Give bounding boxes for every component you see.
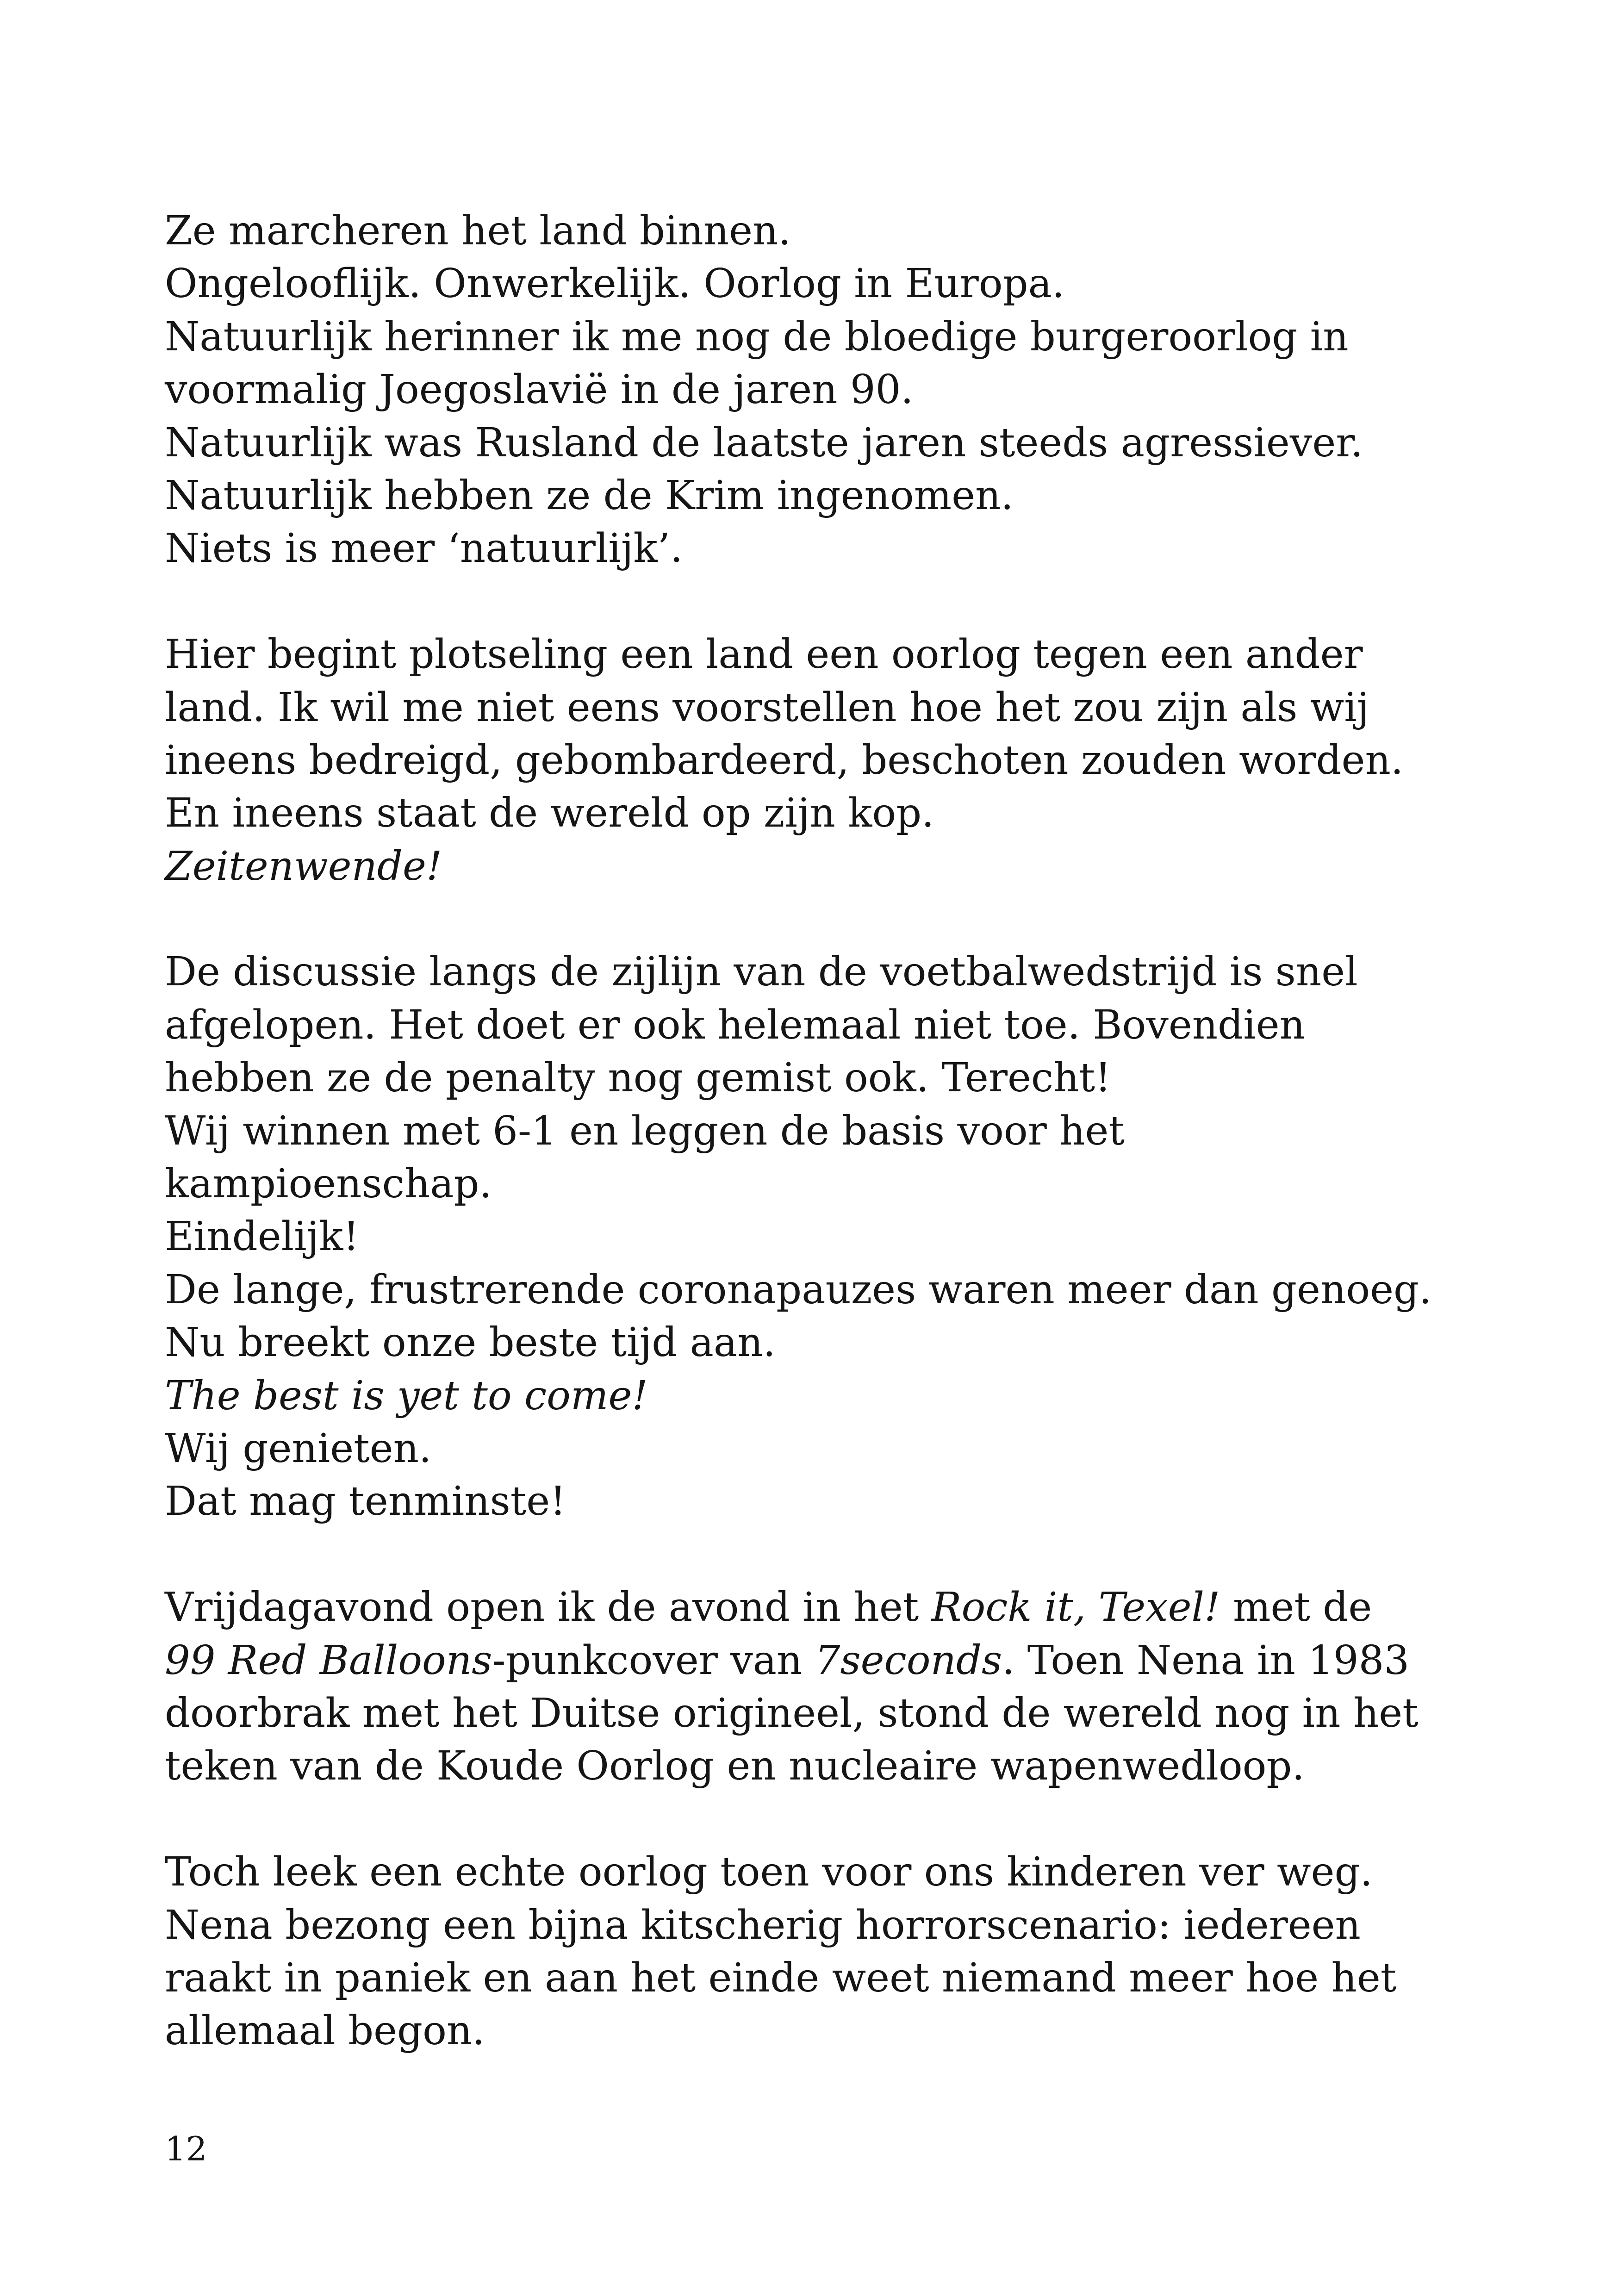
text-line: teken van de Koude Oorlog en nucleaire wapenwedloop. (165, 1743, 1305, 1790)
text-line: land. Ik wil me niet eens voorstellen hoe het zou zijn als wij (165, 684, 1369, 731)
italic-phrase: Rock it, Texel! (931, 1584, 1220, 1631)
text-line: doorbrak met het Duitse origineel, stond de wereld nog in het (165, 1690, 1419, 1736)
text-line: Natuurlijk hebben ze de Krim ingenomen. (165, 472, 1014, 519)
text-line: Ze marcheren het land binnen. (165, 208, 791, 254)
text-segment: . Toen Nena in 1983 (1002, 1637, 1410, 1684)
text-line: Nu breekt onze beste tijd aan. (165, 1319, 776, 1366)
paragraph (165, 205, 1553, 575)
text-segment: Vrijdagavond open ik de avond in het (165, 1584, 932, 1631)
text-line: raakt in paniek en aan het einde weet niemand meer hoe het (165, 1954, 1397, 2001)
body-text (165, 205, 1553, 2110)
text-line: ineens bedreigd, gebombardeerd, beschoten zouden worden. (165, 737, 1404, 784)
text-line: Wij genieten. (165, 1425, 432, 1472)
text-line: allemaal begon. (165, 2008, 485, 2054)
page-number: 12 (165, 2129, 207, 2168)
text-segment: met de (1220, 1584, 1372, 1631)
text-line (165, 1634, 1553, 1687)
text-line: Ongelooflijk. Onwerkelijk. Oorlog in Europa. (165, 261, 1065, 307)
italic-phrase: 99 Red Balloons (165, 1637, 492, 1684)
text-line: Eindelijk! (165, 1213, 359, 1260)
text-line (165, 1581, 1553, 1634)
text-line: Niets is meer ‘natuurlijk’. (165, 525, 683, 572)
text-line: Hier begint plotseling een land een oorlog tegen een ander (165, 631, 1363, 678)
text-line: afgelopen. Het doet er ook helemaal niet toe. Bovendien (165, 1002, 1305, 1048)
text-line: hebben ze de penalty nog gemist ook. Terecht! (165, 1055, 1111, 1101)
italic-text-line: Zeitenwende! (165, 843, 442, 890)
paragraph (165, 1846, 1553, 2058)
italic-phrase: 7seconds (815, 1637, 1002, 1684)
text-line: voormalig Joegoslavië in de jaren 90. (165, 367, 914, 413)
text-segment: -punkcover van (492, 1637, 815, 1684)
text-line: Dat mag tenminste! (165, 1478, 566, 1525)
text-line: En ineens staat de wereld op zijn kop. (165, 790, 934, 837)
paragraph (165, 628, 1553, 893)
text-line: kampioenschap. (165, 1161, 492, 1207)
paragraph (165, 1581, 1553, 1793)
text-line: Natuurlijk was Rusland de laatste jaren steeds agressiever. (165, 419, 1363, 466)
text-line: Toch leek een echte oorlog toen voor ons kinderen ver weg. (165, 1849, 1373, 1896)
paragraph (165, 946, 1553, 1528)
text-line: Natuurlijk herinner ik me nog de bloedige burgeroorlog in (165, 313, 1349, 360)
text-line: Nena bezong een bijna kitscherig horrorscenario: iedereen (165, 1902, 1361, 1948)
italic-text-line: The best is yet to come! (165, 1372, 648, 1419)
text-line: De discussie langs de zijlijn van de voetbalwedstrijd is snel (165, 949, 1358, 996)
text-line: De lange, frustrerende coronapauzes waren meer dan genoeg. (165, 1266, 1432, 1313)
text-line: Wij winnen met 6-1 en leggen de basis voor het (165, 1108, 1125, 1154)
